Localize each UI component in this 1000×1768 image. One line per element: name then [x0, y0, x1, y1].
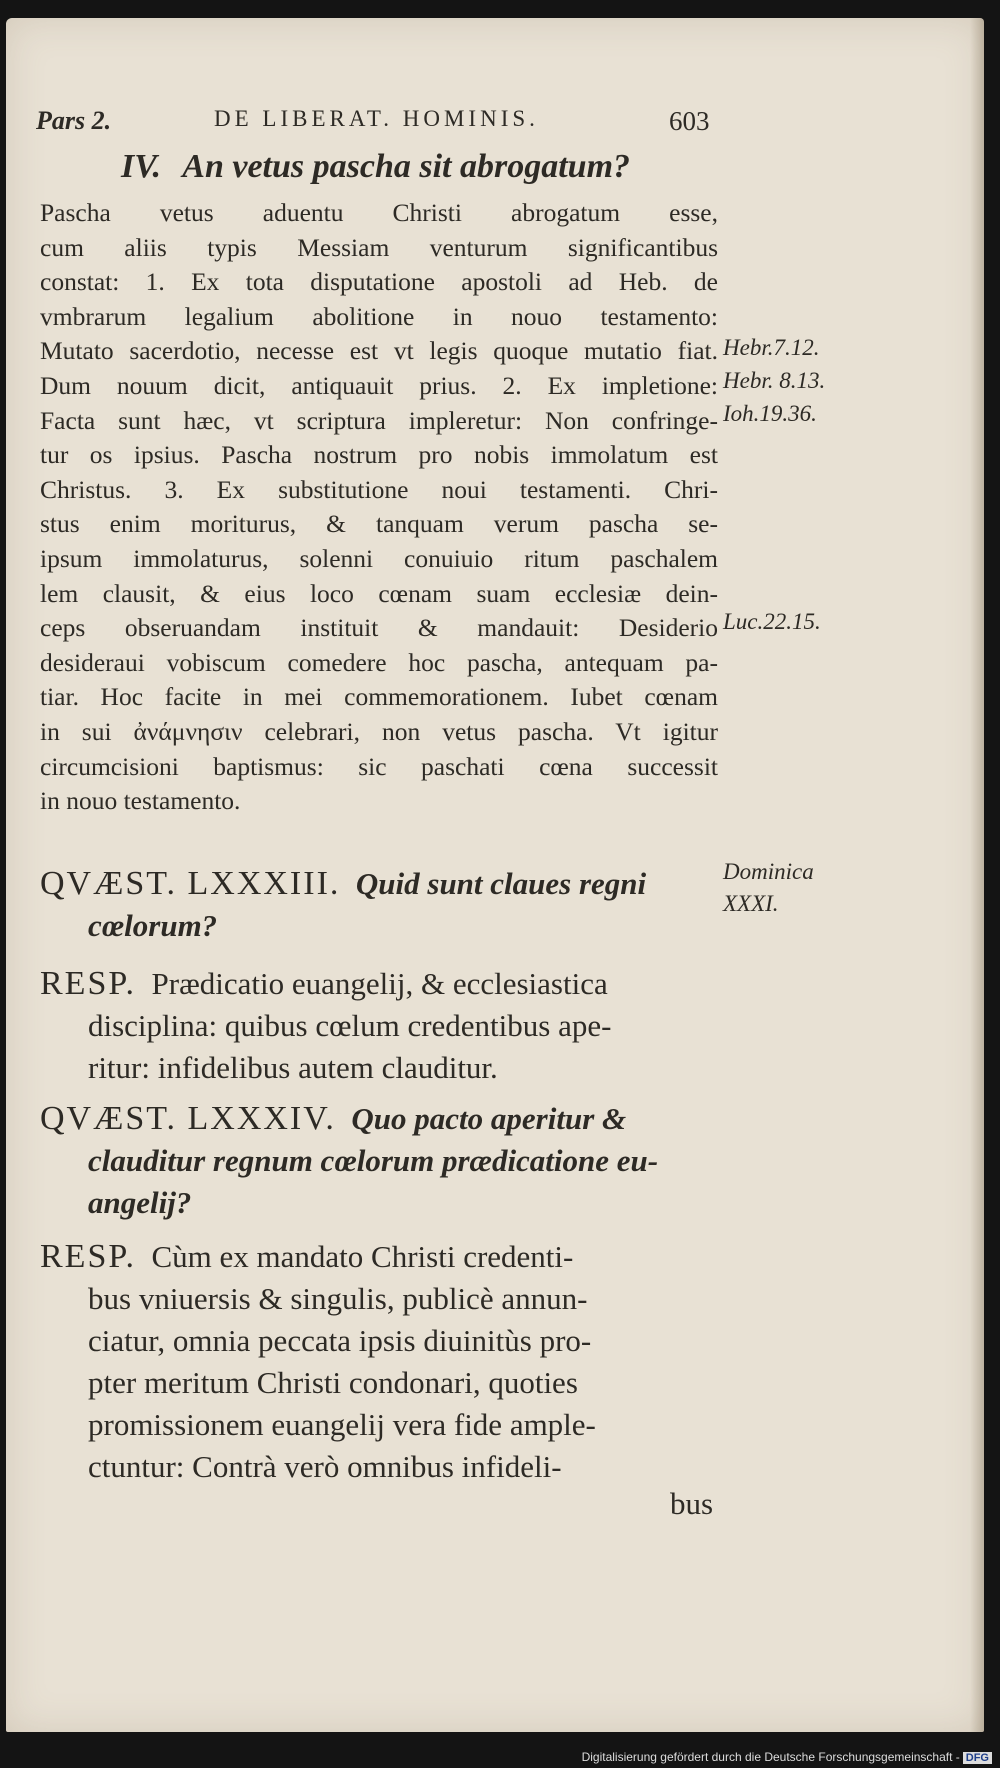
margin-note-luc [723, 605, 821, 638]
page-number: 603 [669, 106, 710, 136]
section-number: IV. [121, 148, 162, 185]
running-head-title: DE LIBERAT. HOMINIS. [214, 106, 539, 131]
response-84 [40, 1236, 720, 1488]
book-page [6, 18, 984, 1732]
paragraph-line: in sui ἀνάμνησιν celebrari, non vetus pascha. Vt igitur [40, 716, 718, 746]
response-84-line-2: bus vniuersis & singulis, publicè annun- [88, 1281, 588, 1316]
dfg-logo: DFG [963, 1752, 992, 1764]
paragraph-line: ceps obseruandam instituit & mandauit: Desiderio [40, 613, 718, 643]
response-83 [40, 963, 720, 1089]
paragraph-line: lem clausit, & eius loco cœnam suam ecclesiæ dein- [40, 578, 718, 608]
margin-note-dominica [723, 856, 814, 920]
response-84-line-6: ctuntur: Contrà verò omnibus infideli- [88, 1449, 562, 1484]
paragraph-line: Dum nouum dicit, antiquauit prius. 2. Ex impletione: [40, 370, 718, 400]
paragraph-line: cum aliis typis Messiam venturum significantibus [40, 232, 718, 262]
catchword: bus [670, 1486, 714, 1521]
response-83-line-2: disciplina: quibus cœlum credentibus ape- [88, 1008, 612, 1043]
question-84-label: QVÆST. LXXXIV. [40, 1100, 336, 1137]
response-83-line-3: ritur: infidelibus autem clauditur. [88, 1050, 498, 1085]
margin-ref: Ioh.19.36. [723, 401, 817, 426]
paragraph-pascha [40, 196, 720, 819]
paragraph-line: Pascha vetus aduentu Christi abrogatum esse, [40, 198, 718, 227]
margin-ref: XXXI. [723, 891, 779, 916]
credit-text: Digitalisierung gefördert durch die Deutsche Forschungsgemeinschaft - [581, 1750, 960, 1764]
response-84-line-5: promissionem euangelij vera fide ample- [88, 1407, 596, 1442]
page-edge-shadow [970, 18, 984, 1732]
response-83-label: RESP. [40, 965, 136, 1002]
response-84-line-1: Cùm ex mandato Christi credenti- [151, 1239, 574, 1274]
margin-ref: Hebr. 8.13. [723, 368, 826, 393]
response-84-label: RESP. [40, 1238, 136, 1275]
question-84-text-1: Quo pacto aperitur & [351, 1101, 627, 1136]
margin-notes-hebr [723, 331, 825, 430]
response-84-line-3: ciatur, omnia peccata ipsis diuinitùs pro- [88, 1323, 592, 1358]
paragraph-line: Christus. 3. Ex substitutione noui testamenti. Chri- [40, 474, 718, 504]
response-84-line-4: pter meritum Christi condonari, quoties [88, 1365, 578, 1400]
question-83 [40, 863, 720, 947]
paragraph-line: vmbrarum legalium abolitione in nouo testamento: [40, 301, 718, 331]
paragraph-line: desideraui vobiscum comedere hoc pascha, antequam pa- [40, 647, 718, 677]
question-83-text-1: Quid sunt claues regni [355, 866, 647, 901]
section-title: An vetus pascha sit abrogatum? [182, 148, 631, 185]
margin-ref: Hebr.7.12. [723, 335, 820, 360]
paragraph-line: constat: 1. Ex tota disputatione apostoli ad Heb. de [40, 267, 718, 297]
paragraph-line: ipsum immolaturus, solenni conuiuio ritum paschalem [40, 543, 718, 573]
question-84-text-2: clauditur regnum cœlorum prædicatione eu- [88, 1143, 659, 1178]
paragraph-line: Facta sunt hæc, vt scriptura impleretur: Non confringe- [40, 405, 718, 435]
section-heading [121, 148, 630, 186]
paragraph-line: circumcisioni baptismus: sic paschati cœna successit [40, 751, 718, 781]
paragraph-line: in nouo testamento. [40, 786, 241, 816]
running-head-part: Pars 2. [36, 106, 112, 135]
paragraph-line: tur os ipsius. Pascha nostrum pro nobis immolatum est [40, 440, 718, 470]
response-83-line-1: Prædicatio euangelij, & ecclesiastica [151, 966, 608, 1001]
digitization-credit [582, 1750, 992, 1764]
question-83-text-2: cœlorum? [88, 908, 218, 943]
paragraph-line: stus enim moriturus, & tanquam verum pascha se- [40, 509, 718, 539]
margin-ref: Dominica [723, 859, 814, 884]
margin-ref: Luc.22.15. [723, 609, 821, 634]
paragraph-line: Mutato sacerdotio, necesse est vt legis quoque mutatio fiat. [40, 336, 718, 366]
question-84-text-3: angelij? [88, 1185, 192, 1220]
question-84 [40, 1098, 720, 1224]
question-83-label: QVÆST. LXXXIII. [40, 865, 341, 902]
paragraph-line: tiar. Hoc facite in mei commemorationem. Iubet cœnam [40, 682, 718, 712]
